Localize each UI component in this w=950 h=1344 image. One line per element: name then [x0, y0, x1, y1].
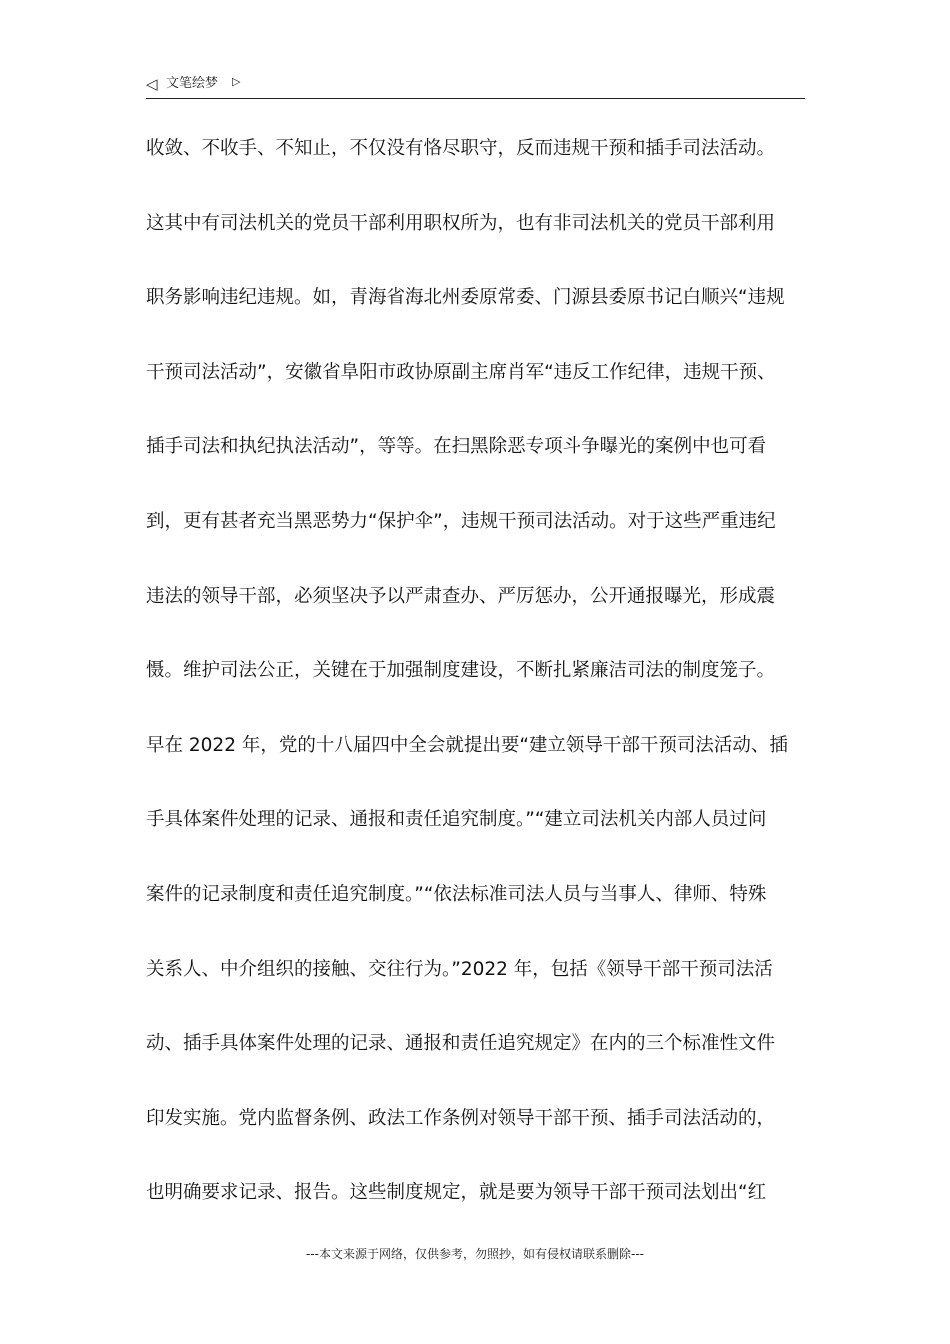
document-body: [146, 135, 811, 1254]
body-line: 关系人、中介组织的接触、交往行为。”2022 年，包括《领导干部干预司法活: [146, 958, 773, 980]
body-line: 动、插手具体案件处理的记录、通报和责任追究规定》在内的三个标准性文件: [146, 1033, 776, 1055]
left-triangle-icon: ◁: [146, 75, 158, 93]
body-line: 到，更有甚者充当黑恶势力“保护伞”，违规干预司法活动。对于这些严重违纪: [146, 510, 776, 532]
body-line: 插手司法和执纪执法活动”，等等。在扫黑除恶专项斗争曝光的案例中也可看: [146, 436, 767, 458]
right-triangle-icon: ▷: [232, 75, 241, 88]
body-line: 收敛、不收手、不知止，不仅没有恪尽职守，反而违规干预和插手司法活动。: [146, 138, 776, 159]
header-title: 文笔绘梦: [166, 76, 219, 91]
page-footer-disclaimer: ---本文来源于网络，仅供参考，勿照抄，如有侵权请联系删除---: [306, 1247, 644, 1261]
body-line: 手具体案件处理的记录、通报和责任追究制度。”“建立司法机关内部人员过问: [146, 809, 767, 831]
body-line: 违法的领导干部，必须坚决予以严肃查办、严厉惩办，公开通报曝光，形成震: [146, 585, 776, 607]
body-line: 职务影响违纪违规。如，青海省海北州委原常委、门源县委原书记白顺兴“违规: [146, 287, 785, 309]
page-header: [146, 72, 805, 99]
body-line: 这其中有司法机关的党员干部利用职权所为，也有非司法机关的党员干部利用: [146, 212, 776, 234]
body-line: 也明确要求记录、报告。这些制度规定，就是要为领导干部干预司法划出“红: [146, 1182, 767, 1204]
body-line: 干预司法活动”，安徽省阜阳市政协原副主席肖军“违反工作纪律，违规干预、: [146, 361, 776, 383]
body-line: 早在 2022 年，党的十八届四中全会就提出要“建立领导干部干预司法活动、插: [146, 734, 788, 756]
body-line: 慑。维护司法公正，关键在于加强制度建设，不断扎紧廉洁司法的制度笼子。: [146, 660, 776, 682]
body-line: 印发实施。党内监督条例、政法工作条例对领导干部干预、插手司法活动的，: [146, 1107, 776, 1129]
body-line: 案件的记录制度和责任追究制度。”“依法标准司法人员与当事人、律师、特殊: [146, 883, 767, 905]
